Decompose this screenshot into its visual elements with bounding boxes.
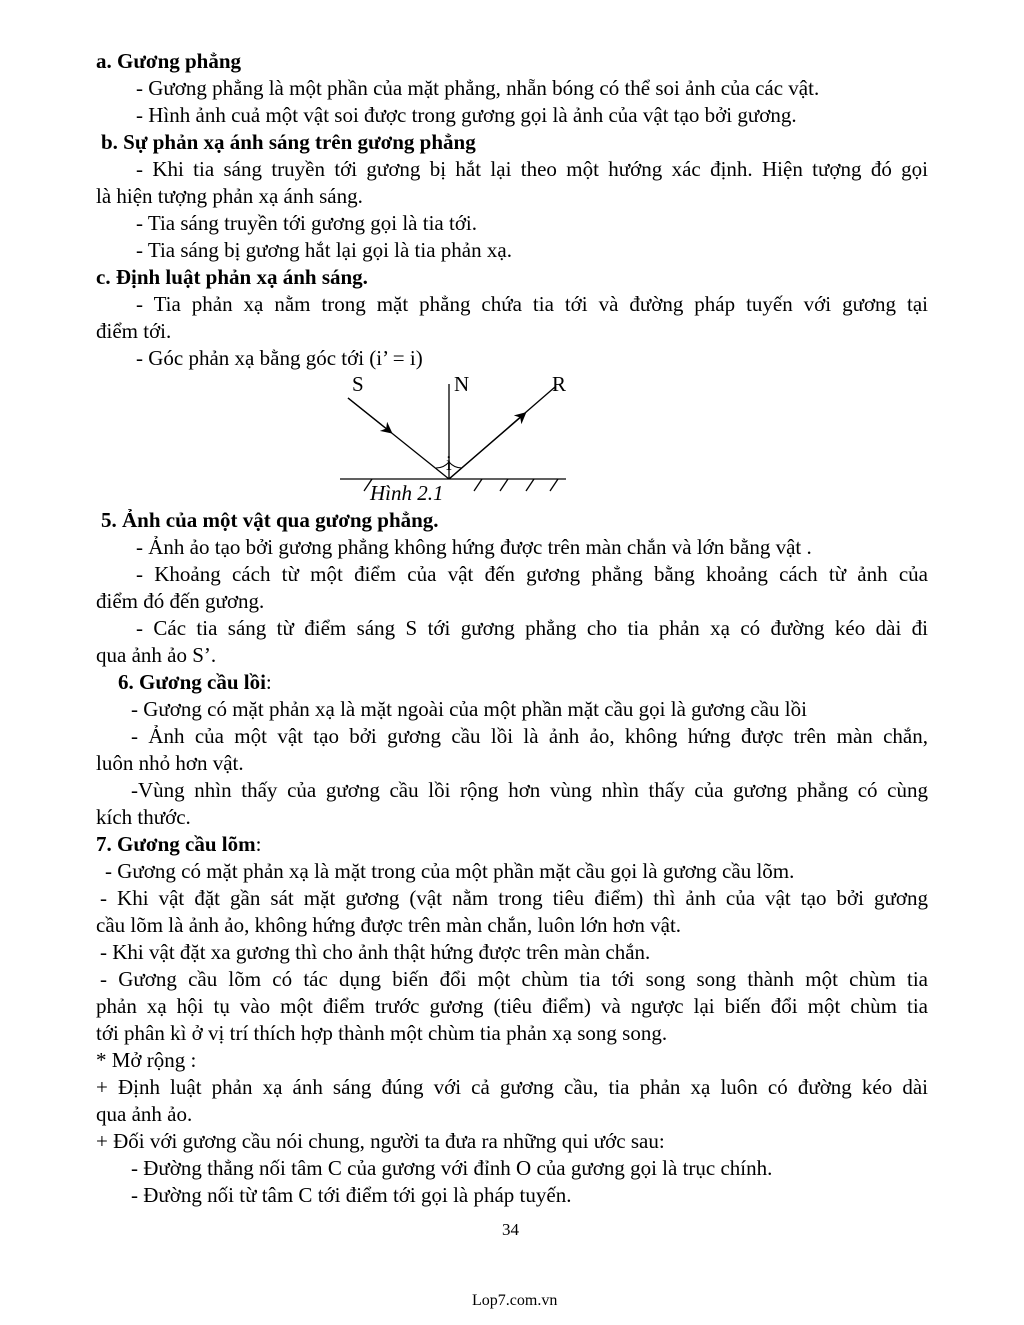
paragraph-line: - Khi vật đặt gần sát mặt gương (vật nằm trong tiêu điểm) thì ảnh của vật tạo bởi gương (100, 886, 928, 910)
incident-ray-arrow (348, 398, 388, 430)
heading-colon: : (265, 670, 272, 694)
paragraph-line: điểm tới. (96, 319, 172, 343)
heading-reflection: b. Sự phản xạ ánh sáng trên gương phẳng (101, 130, 476, 154)
paragraph-line: - Góc phản xạ bằng góc tới (i’ = i) (136, 346, 423, 370)
paragraph-line: - Tia sáng bị gương hắt lại gọi là tia phản xạ. (136, 238, 512, 262)
paragraph-line: - Ảnh ảo tạo bởi gương phẳng không hứng được trên màn chắn và lớn bằng vật . (136, 535, 812, 559)
paragraph-line: - Gương có mặt phản xạ là mặt trong của một phần mặt cầu gọi là gương cầu lõm. (105, 859, 795, 883)
paragraph-line: kích thước. (96, 805, 191, 829)
paragraph-line: + Đối với gương cầu nói chung, người ta đưa ra những qui ước sau: (96, 1129, 665, 1153)
label-r: R (552, 372, 567, 396)
paragraph-line: - Gương có mặt phản xạ là mặt ngoài của một phần mặt cầu gọi là gương cầu lồi (131, 697, 807, 721)
heading-extension: * Mở rộng : (96, 1048, 197, 1072)
heading-reflection-law: c. Định luật phản xạ ánh sáng. (96, 265, 368, 289)
paragraph-line: qua ảnh ảo S’. (96, 643, 217, 667)
paragraph-line: - Tia sáng truyền tới gương gọi là tia tới. (136, 211, 478, 235)
reflection-diagram (330, 370, 580, 510)
label-s: S (352, 372, 364, 396)
reflected-ray-arrow (449, 416, 522, 479)
paragraph-line: - Khoảng cách từ một điểm của vật đến gương phẳng bằng khoảng cách từ ảnh của (136, 562, 928, 586)
label-n: N (454, 372, 470, 396)
paragraph-line: - Khi vật đặt xa gương thì cho ảnh thật hứng được trên màn chắn. (100, 940, 651, 964)
heading-concave-mirror-text: 7. Gương cầu lõm (96, 832, 256, 856)
site-footer: Lop7.com.vn (472, 1292, 558, 1309)
paragraph-line: - Tia phản xạ nằm trong mặt phẳng chứa tia tới và đường pháp tuyến với gương tại (136, 292, 928, 316)
paragraph-line: tới phân kì ở vị trí thích hợp thành một chùm tia phản xạ song song. (96, 1021, 668, 1045)
paragraph-line: qua ảnh ảo. (96, 1102, 193, 1126)
paragraph-line: - Các tia sáng từ điểm sáng S tới gương phẳng cho tia phản xạ có đường kéo dài đi (136, 616, 928, 640)
paragraph-line: -Vùng nhìn thấy của gương cầu lồi rộng hơn vùng nhìn thấy của gương phẳng có cùng (131, 778, 928, 802)
label-i: i (446, 451, 452, 475)
paragraph-line: - Ảnh của một vật tạo bởi gương cầu lồi là ảnh ảo, không hứng được trên màn chắn, (131, 724, 928, 748)
figure-caption: Hình 2.1 (370, 481, 444, 505)
paragraph-line: - Khi tia sáng truyền tới gương bị hắt lại theo một hướng xác định. Hiện tượng đó gọi (136, 157, 928, 181)
paragraph-line: phản xạ hội tụ vào một điểm trước gương (tiêu điểm) và ngược lại biến đổi một chùm tia (96, 994, 928, 1018)
heading-colon: : (255, 832, 262, 856)
paragraph-line: cầu lõm là ảnh ảo, không hứng được trên màn chắn, luôn lớn hơn vật. (96, 913, 682, 937)
heading-plane-mirror-image: 5. Ảnh của một vật qua gương phẳng. (101, 508, 439, 532)
paragraph-line: - Hình ảnh cuả một vật soi được trong gương gọi là ảnh của vật tạo bởi gương. (136, 103, 797, 127)
heading-plane-mirror: a. Gương phẳng (96, 49, 242, 73)
page-number: 34 (502, 1220, 519, 1239)
paragraph-line: - Đường thẳng nối tâm C của gương với đỉnh O của gương gọi là trục chính. (131, 1156, 773, 1180)
heading-convex-mirror-text: 6. Gương cầu lồi (118, 670, 266, 694)
paragraph-line: là hiện tượng phản xạ ánh sáng. (96, 184, 363, 208)
paragraph-line: - Gương cầu lõm có tác dụng biến đổi một chùm tia tới song song thành một chùm tia (100, 967, 928, 991)
heading-concave-mirror (96, 831, 261, 857)
paragraph-line: - Gương phẳng là một phần của mặt phẳng, nhẵn bóng có thể soi ảnh của các vật. (136, 76, 820, 100)
paragraph-line: + Định luật phản xạ ánh sáng đúng với cả gương cầu, tia phản xạ luôn có đường kéo dài (96, 1075, 928, 1099)
paragraph-line: luôn nhỏ hơn vật. (96, 751, 244, 775)
paragraph-line: - Đường nối từ tâm C tới điểm tới gọi là pháp tuyến. (131, 1183, 572, 1207)
heading-convex-mirror (118, 669, 272, 695)
paragraph-line: điểm đó đến gương. (96, 589, 265, 613)
